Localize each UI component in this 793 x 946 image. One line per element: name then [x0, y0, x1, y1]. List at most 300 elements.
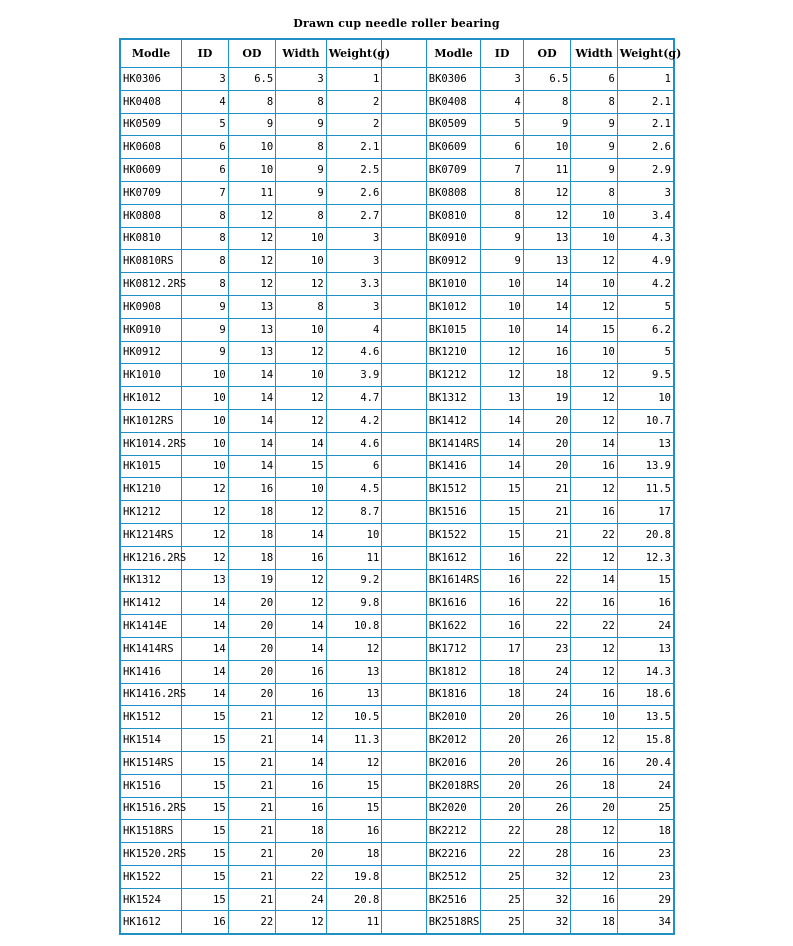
- value-cell: 8: [481, 204, 523, 227]
- value-cell: 12: [571, 409, 618, 432]
- value-cell: 8: [276, 295, 327, 318]
- value-cell: 20.8: [326, 888, 382, 911]
- value-cell: 24: [523, 660, 571, 683]
- value-cell: 4: [481, 90, 523, 113]
- value-cell: 12: [228, 227, 276, 250]
- value-cell: 12: [571, 546, 618, 569]
- table-row: [120, 683, 674, 706]
- value-cell: 8: [182, 227, 229, 250]
- header-left-model: Modle: [120, 39, 182, 68]
- table-row: [120, 387, 674, 410]
- table-row: [120, 592, 674, 615]
- value-cell: 21: [523, 478, 571, 501]
- gap-cell: [382, 911, 426, 934]
- table-row: [120, 660, 674, 683]
- model-cell: BK2516: [426, 888, 481, 911]
- value-cell: 18: [276, 820, 327, 843]
- value-cell: 6.5: [523, 68, 571, 91]
- model-cell: HK1015: [120, 455, 182, 478]
- model-cell: BK1412: [426, 409, 481, 432]
- value-cell: 21: [228, 751, 276, 774]
- value-cell: 24: [617, 774, 674, 797]
- value-cell: 3: [326, 250, 382, 273]
- value-cell: 16: [276, 774, 327, 797]
- gap-cell: [382, 113, 426, 136]
- value-cell: 14: [182, 660, 229, 683]
- model-cell: HK1012RS: [120, 409, 182, 432]
- value-cell: 14: [276, 637, 327, 660]
- model-cell: BK1010: [426, 273, 481, 296]
- value-cell: 15: [182, 888, 229, 911]
- value-cell: 14: [481, 409, 523, 432]
- model-cell: HK0810: [120, 227, 182, 250]
- value-cell: 3: [326, 227, 382, 250]
- value-cell: 16: [571, 592, 618, 615]
- value-cell: 12: [326, 751, 382, 774]
- value-cell: 9: [523, 113, 571, 136]
- value-cell: 10: [182, 409, 229, 432]
- value-cell: 12: [481, 341, 523, 364]
- value-cell: 13: [228, 318, 276, 341]
- table-row: [120, 615, 674, 638]
- value-cell: 12: [276, 387, 327, 410]
- value-cell: 34: [617, 911, 674, 934]
- value-cell: 18: [571, 911, 618, 934]
- value-cell: 21: [228, 797, 276, 820]
- gap-cell: [382, 660, 426, 683]
- value-cell: 4.9: [617, 250, 674, 273]
- table-row: [120, 706, 674, 729]
- value-cell: 10: [481, 295, 523, 318]
- value-cell: 6: [182, 159, 229, 182]
- header-right-model: Modle: [426, 39, 481, 68]
- value-cell: 25: [617, 797, 674, 820]
- value-cell: 13.5: [617, 706, 674, 729]
- value-cell: 18: [326, 843, 382, 866]
- value-cell: 12: [182, 523, 229, 546]
- gap-cell: [382, 227, 426, 250]
- bearing-table: [119, 38, 682, 935]
- model-cell: HK1512: [120, 706, 182, 729]
- model-cell: HK0306: [120, 68, 182, 91]
- value-cell: 15: [182, 774, 229, 797]
- value-cell: 9.8: [326, 592, 382, 615]
- value-cell: 2.9: [617, 159, 674, 182]
- model-cell: BK1416: [426, 455, 481, 478]
- value-cell: 9: [571, 136, 618, 159]
- value-cell: 16: [571, 888, 618, 911]
- value-cell: 6.5: [228, 68, 276, 91]
- model-cell: BK2020: [426, 797, 481, 820]
- value-cell: 14: [571, 569, 618, 592]
- table-row: [120, 797, 674, 820]
- model-cell: BK1614RS: [426, 569, 481, 592]
- value-cell: 10: [276, 250, 327, 273]
- model-cell: BK1522: [426, 523, 481, 546]
- model-cell: BK0609: [426, 136, 481, 159]
- value-cell: 20: [228, 592, 276, 615]
- value-cell: 3: [617, 181, 674, 204]
- value-cell: 24: [523, 683, 571, 706]
- model-cell: HK1520.2RS: [120, 843, 182, 866]
- model-cell: BK2012: [426, 729, 481, 752]
- value-cell: 8: [276, 204, 327, 227]
- gap-cell: [382, 90, 426, 113]
- value-cell: 16: [571, 843, 618, 866]
- gap-cell: [382, 843, 426, 866]
- value-cell: 14: [481, 455, 523, 478]
- value-cell: 20: [228, 683, 276, 706]
- value-cell: 12: [481, 364, 523, 387]
- table-row: [120, 204, 674, 227]
- model-cell: BK0509: [426, 113, 481, 136]
- value-cell: 13: [523, 250, 571, 273]
- gap-cell: [382, 364, 426, 387]
- value-cell: 9: [481, 227, 523, 250]
- gap-cell: [382, 341, 426, 364]
- value-cell: 9: [276, 113, 327, 136]
- table-row: [120, 181, 674, 204]
- table-row: [120, 820, 674, 843]
- value-cell: 10: [182, 432, 229, 455]
- value-cell: 3: [276, 68, 327, 91]
- model-cell: BK0408: [426, 90, 481, 113]
- value-cell: 12: [276, 409, 327, 432]
- gap-cell: [382, 387, 426, 410]
- value-cell: 20: [523, 455, 571, 478]
- model-cell: HK1516.2RS: [120, 797, 182, 820]
- value-cell: 21: [228, 706, 276, 729]
- value-cell: 14: [182, 683, 229, 706]
- value-cell: 12.3: [617, 546, 674, 569]
- model-cell: HK0812.2RS: [120, 273, 182, 296]
- value-cell: 15: [326, 774, 382, 797]
- gap-cell: [382, 637, 426, 660]
- value-cell: 12: [326, 637, 382, 660]
- value-cell: 14: [228, 409, 276, 432]
- value-cell: 14: [228, 364, 276, 387]
- value-cell: 9.5: [617, 364, 674, 387]
- model-cell: BK2016: [426, 751, 481, 774]
- value-cell: 8: [481, 181, 523, 204]
- value-cell: 16: [571, 501, 618, 524]
- model-cell: HK1212: [120, 501, 182, 524]
- table-row: [120, 865, 674, 888]
- model-cell: BK1816: [426, 683, 481, 706]
- value-cell: 4.7: [326, 387, 382, 410]
- value-cell: 15: [326, 797, 382, 820]
- table-row: [120, 751, 674, 774]
- value-cell: 12: [276, 911, 327, 934]
- value-cell: 10.8: [326, 615, 382, 638]
- model-cell: BK0306: [426, 68, 481, 91]
- value-cell: 20: [481, 751, 523, 774]
- model-cell: HK1416: [120, 660, 182, 683]
- value-cell: 21: [228, 820, 276, 843]
- value-cell: 11.5: [617, 478, 674, 501]
- header-left-weight: Weight(g): [326, 39, 382, 68]
- value-cell: 20: [228, 660, 276, 683]
- value-cell: 28: [523, 843, 571, 866]
- value-cell: 2.1: [617, 90, 674, 113]
- value-cell: 12: [276, 592, 327, 615]
- value-cell: 22: [571, 615, 618, 638]
- value-cell: 1: [326, 68, 382, 91]
- value-cell: 10: [182, 387, 229, 410]
- value-cell: 12: [571, 250, 618, 273]
- value-cell: 4.6: [326, 432, 382, 455]
- value-cell: 10: [276, 364, 327, 387]
- model-cell: BK2018RS: [426, 774, 481, 797]
- model-cell: BK2212: [426, 820, 481, 843]
- value-cell: 18: [228, 546, 276, 569]
- value-cell: 8: [571, 90, 618, 113]
- value-cell: 12: [276, 706, 327, 729]
- value-cell: 12: [228, 204, 276, 227]
- value-cell: 18: [228, 501, 276, 524]
- value-cell: 12: [523, 181, 571, 204]
- value-cell: 14: [523, 273, 571, 296]
- table-row: [120, 774, 674, 797]
- value-cell: 10: [326, 523, 382, 546]
- value-cell: 23: [617, 843, 674, 866]
- model-cell: HK0910: [120, 318, 182, 341]
- value-cell: 2: [326, 113, 382, 136]
- model-cell: HK1214RS: [120, 523, 182, 546]
- value-cell: 16: [276, 660, 327, 683]
- gap-cell: [382, 546, 426, 569]
- value-cell: 16: [617, 592, 674, 615]
- value-cell: 14: [523, 318, 571, 341]
- gap-cell: [382, 501, 426, 524]
- value-cell: 25: [481, 911, 523, 934]
- value-cell: 12: [276, 273, 327, 296]
- table-row: [120, 295, 674, 318]
- value-cell: 24: [276, 888, 327, 911]
- gap-cell: [382, 523, 426, 546]
- value-cell: 9: [481, 250, 523, 273]
- value-cell: 22: [523, 592, 571, 615]
- gap-cell: [382, 592, 426, 615]
- model-cell: BK2216: [426, 843, 481, 866]
- value-cell: 16: [326, 820, 382, 843]
- value-cell: 14: [523, 295, 571, 318]
- model-cell: HK1012: [120, 387, 182, 410]
- value-cell: 11: [228, 181, 276, 204]
- value-cell: 20: [481, 706, 523, 729]
- value-cell: 8.7: [326, 501, 382, 524]
- value-cell: 12: [182, 478, 229, 501]
- value-cell: 12: [182, 501, 229, 524]
- value-cell: 13: [326, 683, 382, 706]
- model-cell: BK0808: [426, 181, 481, 204]
- model-cell: BK2512: [426, 865, 481, 888]
- table-row: [120, 318, 674, 341]
- header-right-width: Width: [571, 39, 618, 68]
- header-left-width: Width: [276, 39, 327, 68]
- value-cell: 15.8: [617, 729, 674, 752]
- value-cell: 8: [523, 90, 571, 113]
- value-cell: 5: [481, 113, 523, 136]
- value-cell: 19.8: [326, 865, 382, 888]
- value-cell: 14: [276, 751, 327, 774]
- value-cell: 14: [228, 387, 276, 410]
- value-cell: 14: [276, 432, 327, 455]
- value-cell: 18: [481, 660, 523, 683]
- value-cell: 21: [228, 843, 276, 866]
- value-cell: 2.7: [326, 204, 382, 227]
- value-cell: 10: [276, 227, 327, 250]
- gap-cell: [382, 865, 426, 888]
- value-cell: 13: [523, 227, 571, 250]
- header-left-id: ID: [182, 39, 229, 68]
- value-cell: 5: [617, 295, 674, 318]
- value-cell: 10: [481, 273, 523, 296]
- value-cell: 14: [182, 637, 229, 660]
- gap-cell: [382, 751, 426, 774]
- value-cell: 21: [523, 523, 571, 546]
- value-cell: 15: [182, 797, 229, 820]
- value-cell: 10: [523, 136, 571, 159]
- value-cell: 14: [276, 523, 327, 546]
- value-cell: 21: [228, 888, 276, 911]
- table-row: [120, 409, 674, 432]
- value-cell: 5: [182, 113, 229, 136]
- value-cell: 26: [523, 751, 571, 774]
- value-cell: 4.2: [617, 273, 674, 296]
- value-cell: 4.6: [326, 341, 382, 364]
- model-cell: HK0609: [120, 159, 182, 182]
- value-cell: 10: [228, 136, 276, 159]
- value-cell: 16: [523, 341, 571, 364]
- value-cell: 17: [617, 501, 674, 524]
- gap-cell: [382, 478, 426, 501]
- value-cell: 16: [276, 546, 327, 569]
- value-cell: 18: [481, 683, 523, 706]
- value-cell: 3.3: [326, 273, 382, 296]
- value-cell: 15: [481, 501, 523, 524]
- model-cell: BK1516: [426, 501, 481, 524]
- value-cell: 14: [182, 615, 229, 638]
- gap-cell: [382, 615, 426, 638]
- value-cell: 16: [571, 751, 618, 774]
- model-cell: BK0709: [426, 159, 481, 182]
- value-cell: 10: [571, 341, 618, 364]
- value-cell: 26: [523, 797, 571, 820]
- table-row: [120, 569, 674, 592]
- value-cell: 20.4: [617, 751, 674, 774]
- value-cell: 2.1: [326, 136, 382, 159]
- value-cell: 4: [326, 318, 382, 341]
- value-cell: 3.9: [326, 364, 382, 387]
- model-cell: HK0709: [120, 181, 182, 204]
- model-cell: HK1612: [120, 911, 182, 934]
- model-cell: HK0912: [120, 341, 182, 364]
- value-cell: 13: [617, 432, 674, 455]
- value-cell: 10: [228, 159, 276, 182]
- table-row: [120, 90, 674, 113]
- value-cell: 10: [182, 455, 229, 478]
- value-cell: 15: [481, 478, 523, 501]
- value-cell: 11: [326, 546, 382, 569]
- value-cell: 11: [523, 159, 571, 182]
- value-cell: 32: [523, 865, 571, 888]
- value-cell: 10: [276, 478, 327, 501]
- value-cell: 18: [523, 364, 571, 387]
- gap-cell: [382, 683, 426, 706]
- value-cell: 2.1: [617, 113, 674, 136]
- value-cell: 29: [617, 888, 674, 911]
- value-cell: 15: [617, 569, 674, 592]
- gap-cell: [382, 455, 426, 478]
- table-row: [120, 68, 674, 91]
- model-cell: HK1514RS: [120, 751, 182, 774]
- value-cell: 16: [481, 592, 523, 615]
- model-cell: HK1518RS: [120, 820, 182, 843]
- value-cell: 9: [182, 295, 229, 318]
- value-cell: 20: [228, 615, 276, 638]
- value-cell: 13: [617, 637, 674, 660]
- value-cell: 32: [523, 911, 571, 934]
- table-row: [120, 432, 674, 455]
- value-cell: 3.4: [617, 204, 674, 227]
- value-cell: 9.2: [326, 569, 382, 592]
- model-cell: BK1210: [426, 341, 481, 364]
- value-cell: 8: [228, 90, 276, 113]
- model-cell: HK1412: [120, 592, 182, 615]
- value-cell: 15: [276, 455, 327, 478]
- model-cell: HK1312: [120, 569, 182, 592]
- page-title: Drawn cup needle roller bearing: [293, 17, 500, 30]
- value-cell: 9: [571, 159, 618, 182]
- value-cell: 18: [617, 820, 674, 843]
- value-cell: 15: [182, 820, 229, 843]
- model-cell: BK1622: [426, 615, 481, 638]
- value-cell: 20: [523, 432, 571, 455]
- model-cell: HK1516: [120, 774, 182, 797]
- table-row: [120, 729, 674, 752]
- table-row: [120, 501, 674, 524]
- value-cell: 15: [571, 318, 618, 341]
- model-cell: BK1212: [426, 364, 481, 387]
- header-right-od: OD: [523, 39, 571, 68]
- value-cell: 2.6: [326, 181, 382, 204]
- value-cell: 18.6: [617, 683, 674, 706]
- value-cell: 12: [571, 660, 618, 683]
- value-cell: 11.3: [326, 729, 382, 752]
- value-cell: 20: [571, 797, 618, 820]
- gap-cell: [382, 250, 426, 273]
- table-row: [120, 911, 674, 934]
- value-cell: 10: [571, 273, 618, 296]
- value-cell: 13: [182, 569, 229, 592]
- gap-cell: [382, 432, 426, 455]
- model-cell: BK1616: [426, 592, 481, 615]
- value-cell: 12: [276, 569, 327, 592]
- header-row: [120, 39, 674, 68]
- value-cell: 8: [182, 250, 229, 273]
- value-cell: 24: [617, 615, 674, 638]
- table-row: [120, 478, 674, 501]
- model-cell: HK0908: [120, 295, 182, 318]
- value-cell: 25: [481, 888, 523, 911]
- value-cell: 3: [182, 68, 229, 91]
- value-cell: 20: [276, 843, 327, 866]
- model-cell: BK1414RS: [426, 432, 481, 455]
- gap-cell: [382, 569, 426, 592]
- value-cell: 17: [481, 637, 523, 660]
- gap-cell: [382, 729, 426, 752]
